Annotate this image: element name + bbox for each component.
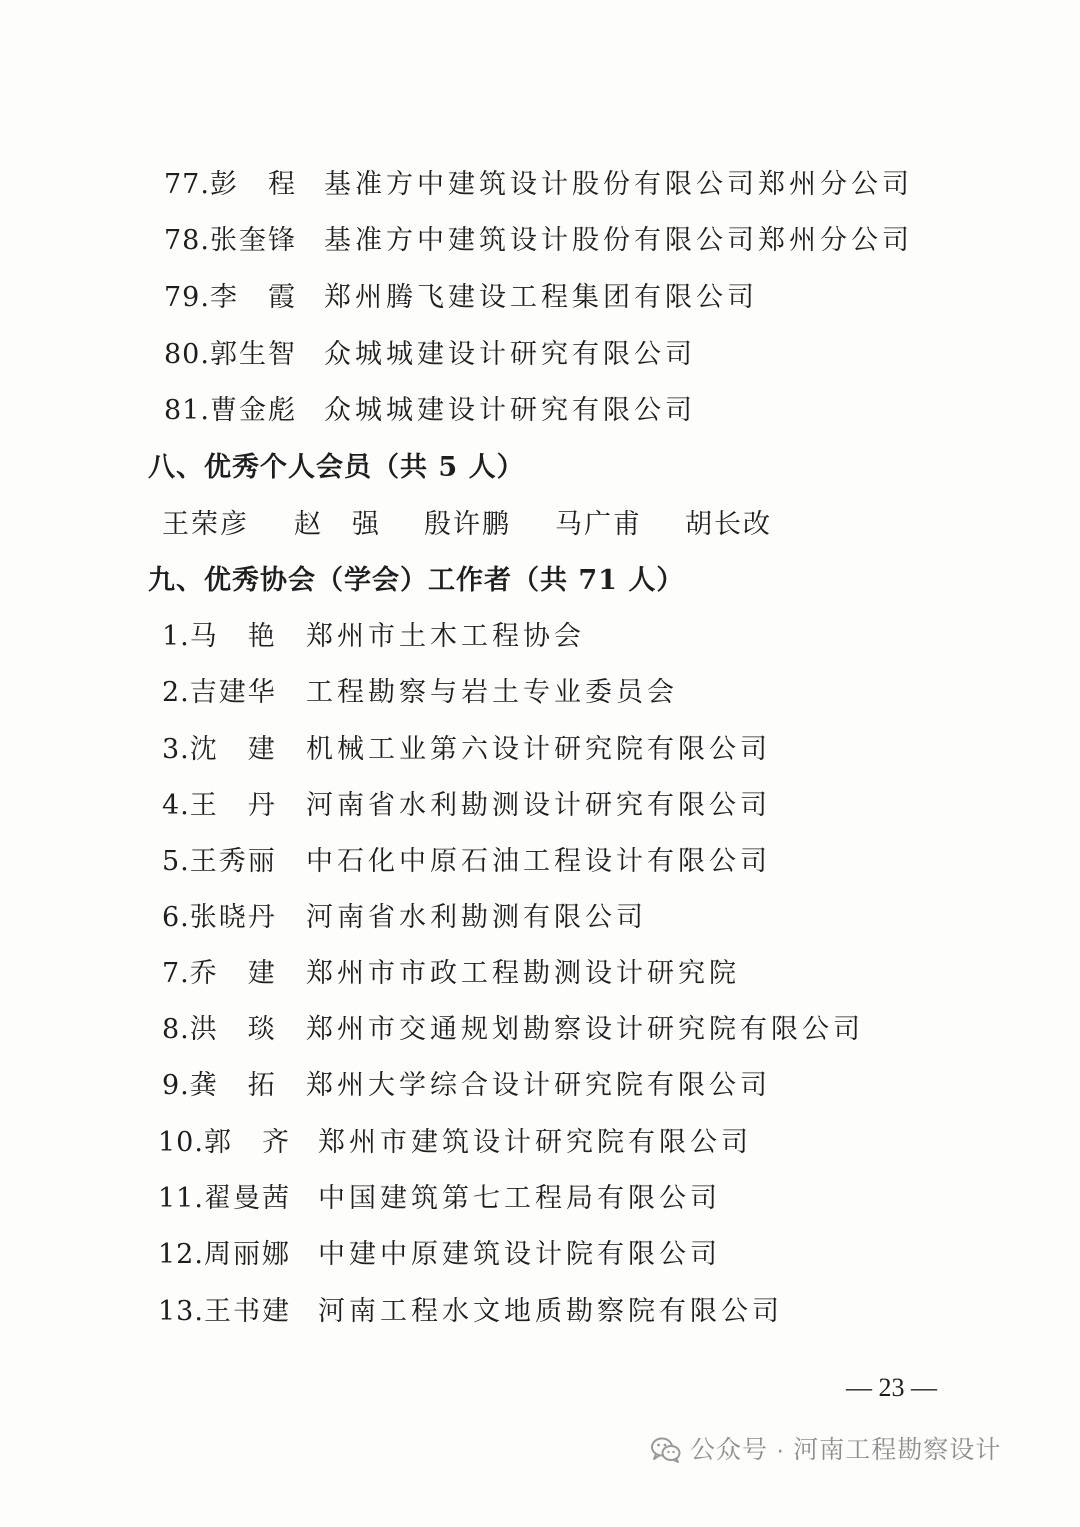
member-name: 马广甫 (555, 509, 642, 540)
item-number: 3. (162, 734, 190, 765)
person-name: 彭 程 (209, 169, 297, 200)
item-number: 79. (164, 282, 210, 313)
list-item (164, 276, 758, 320)
list-item (162, 615, 585, 659)
member-name: 王荣彦 (162, 509, 249, 540)
member-name: 殷许鹏 (424, 509, 511, 540)
person-name: 王书建 (203, 1296, 291, 1327)
list-item (162, 1008, 864, 1052)
item-number: 11. (158, 1183, 204, 1214)
wechat-icon (650, 1434, 682, 1466)
person-name: 张奎锋 (209, 225, 297, 256)
page-number: — 23 — (846, 1373, 937, 1402)
item-number: 81. (164, 395, 210, 426)
organization: 郑州市建筑设计研究院有限公司 (318, 1127, 752, 1158)
item-number: 12. (158, 1239, 204, 1270)
organization: 郑州大学综合设计研究院有限公司 (306, 1070, 771, 1101)
section-heading: 八、优秀个人会员（共 5 人） (148, 452, 525, 483)
list-item (164, 219, 913, 263)
list-item (164, 333, 696, 377)
item-number: 5. (162, 846, 190, 877)
person-name: 乔 建 (189, 958, 277, 989)
organization: 机械工业第六设计研究院有限公司 (306, 734, 771, 765)
item-number: 78. (164, 225, 210, 256)
item-number: 2. (162, 677, 190, 708)
organization: 基准方中建筑设计股份有限公司郑州分公司 (324, 225, 913, 256)
person-name: 郭生智 (209, 339, 297, 370)
item-number: 77. (164, 169, 210, 200)
organization: 中国建筑第七工程局有限公司 (318, 1183, 721, 1214)
list-item (162, 1064, 771, 1108)
list-item (162, 896, 647, 940)
item-number: 13. (158, 1296, 204, 1327)
organization: 中石化中原石油工程设计有限公司 (306, 846, 771, 877)
list-item (162, 784, 771, 828)
list-item (158, 1121, 752, 1165)
organization: 众城城建设计研究有限公司 (324, 339, 696, 370)
organization: 郑州市土木工程协会 (306, 621, 585, 652)
item-number: 6. (162, 902, 190, 933)
member-name: 赵 强 (294, 509, 381, 540)
list-item (158, 1233, 721, 1277)
item-number: 10. (158, 1127, 204, 1158)
organization: 中建中原建筑设计院有限公司 (318, 1239, 721, 1270)
person-name: 李 霞 (209, 282, 297, 313)
organization: 基准方中建筑设计股份有限公司郑州分公司 (324, 169, 913, 200)
item-number: 7. (162, 958, 190, 989)
person-name: 沈 建 (189, 734, 277, 765)
item-number: 8. (162, 1014, 190, 1045)
list-item (158, 1290, 783, 1334)
member-name: 胡长改 (685, 509, 772, 540)
organization: 河南工程水文地质勘察院有限公司 (318, 1296, 783, 1327)
person-name: 王秀丽 (189, 846, 277, 877)
person-name: 张晓丹 (189, 902, 277, 933)
organization: 工程勘察与岩土专业委员会 (306, 677, 678, 708)
person-name: 洪 琰 (189, 1014, 277, 1045)
person-name: 郭 齐 (203, 1127, 291, 1158)
list-item (158, 1177, 721, 1221)
list-item (162, 728, 771, 772)
list-item (164, 389, 696, 433)
person-name: 吉建华 (189, 677, 277, 708)
person-name: 周丽娜 (203, 1239, 291, 1270)
list-item (162, 840, 771, 884)
person-name: 龚 拓 (189, 1070, 277, 1101)
person-name: 王 丹 (189, 790, 277, 821)
item-number: 4. (162, 790, 190, 821)
organization: 郑州市交通规划勘察设计研究院有限公司 (306, 1014, 864, 1045)
organization: 郑州市市政工程勘测设计研究院 (306, 958, 740, 989)
person-name: 曹金彪 (209, 395, 297, 426)
organization: 郑州腾飞建设工程集团有限公司 (324, 282, 758, 313)
person-name: 翟曼茜 (203, 1183, 291, 1214)
list-item (162, 952, 740, 996)
organization: 河南省水利勘测设计研究有限公司 (306, 790, 771, 821)
item-number: 80. (164, 339, 210, 370)
list-item (164, 163, 913, 207)
item-number: 1. (162, 621, 190, 652)
person-name: 马 艳 (189, 621, 277, 652)
organization: 众城城建设计研究有限公司 (324, 395, 696, 426)
item-number: 9. (162, 1070, 190, 1101)
section-heading: 九、优秀协会（学会）工作者（共 71 人） (148, 565, 685, 596)
watermark-text: 公众号 · 河南工程勘察设计 (690, 1436, 1002, 1464)
organization: 河南省水利勘测有限公司 (306, 902, 647, 933)
list-item (162, 671, 678, 715)
